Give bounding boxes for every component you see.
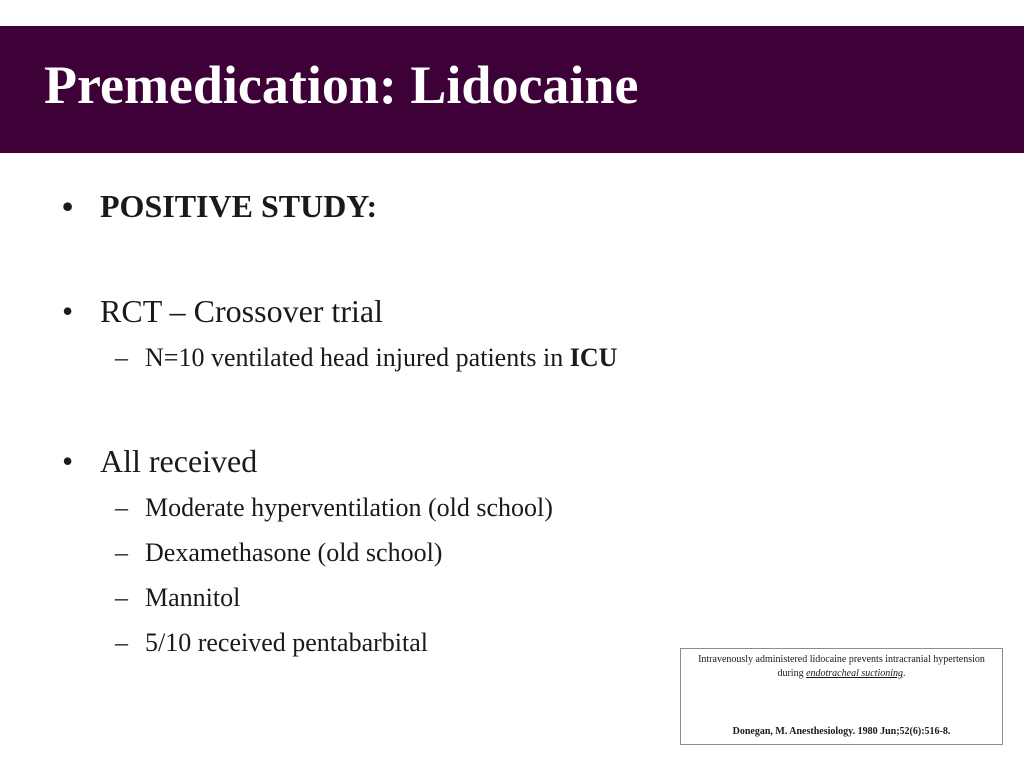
icu-emphasis: ICU (569, 343, 618, 372)
sub-bullet-pentabarbital (115, 630, 428, 656)
slide-title: Premedication: Lidocaine (44, 55, 639, 115)
dash-marker: – (115, 583, 128, 612)
sub-bullet-text: N=10 ventilated head injured patients in (145, 343, 570, 372)
dash-marker: – (115, 493, 128, 522)
dash-marker: – (115, 628, 128, 657)
reference-link[interactable]: endotracheal suctioning (806, 668, 904, 679)
sub-bullet-text: 5/10 received pentabarbital (145, 628, 428, 657)
bullet-text: All received (100, 443, 258, 479)
sub-bullet-dexamethasone (115, 540, 442, 566)
sub-bullet-n10 (115, 345, 617, 371)
sub-bullet-text: Mannitol (145, 583, 241, 612)
reference-text-after: . (903, 668, 906, 679)
bullet-positive-study (62, 190, 377, 222)
reference-box (680, 648, 1003, 745)
bullet-marker: • (62, 188, 74, 224)
bullet-text: POSITIVE STUDY: (100, 188, 378, 224)
bullet-marker: • (62, 293, 74, 329)
bullet-rct (62, 295, 383, 327)
bullet-all-received (62, 445, 257, 477)
dash-marker: – (115, 538, 128, 567)
sub-bullet-text: Moderate hyperventilation (old school) (145, 493, 553, 522)
sub-bullet-hyperventilation (115, 495, 553, 521)
bullet-marker: • (62, 443, 74, 479)
reference-citation: Donegan, M. Anesthesiology. 1980 Jun;52(6):516-8. (732, 726, 951, 737)
reference-title (691, 653, 992, 681)
bullet-text: RCT – Crossover trial (100, 293, 383, 329)
dash-marker: – (115, 343, 128, 372)
reference-text-before: Intravenously administered lidocaine prevents intracranial hypertension during (698, 654, 985, 679)
sub-bullet-text: Dexamethasone (old school) (145, 538, 443, 567)
sub-bullet-mannitol (115, 585, 240, 611)
